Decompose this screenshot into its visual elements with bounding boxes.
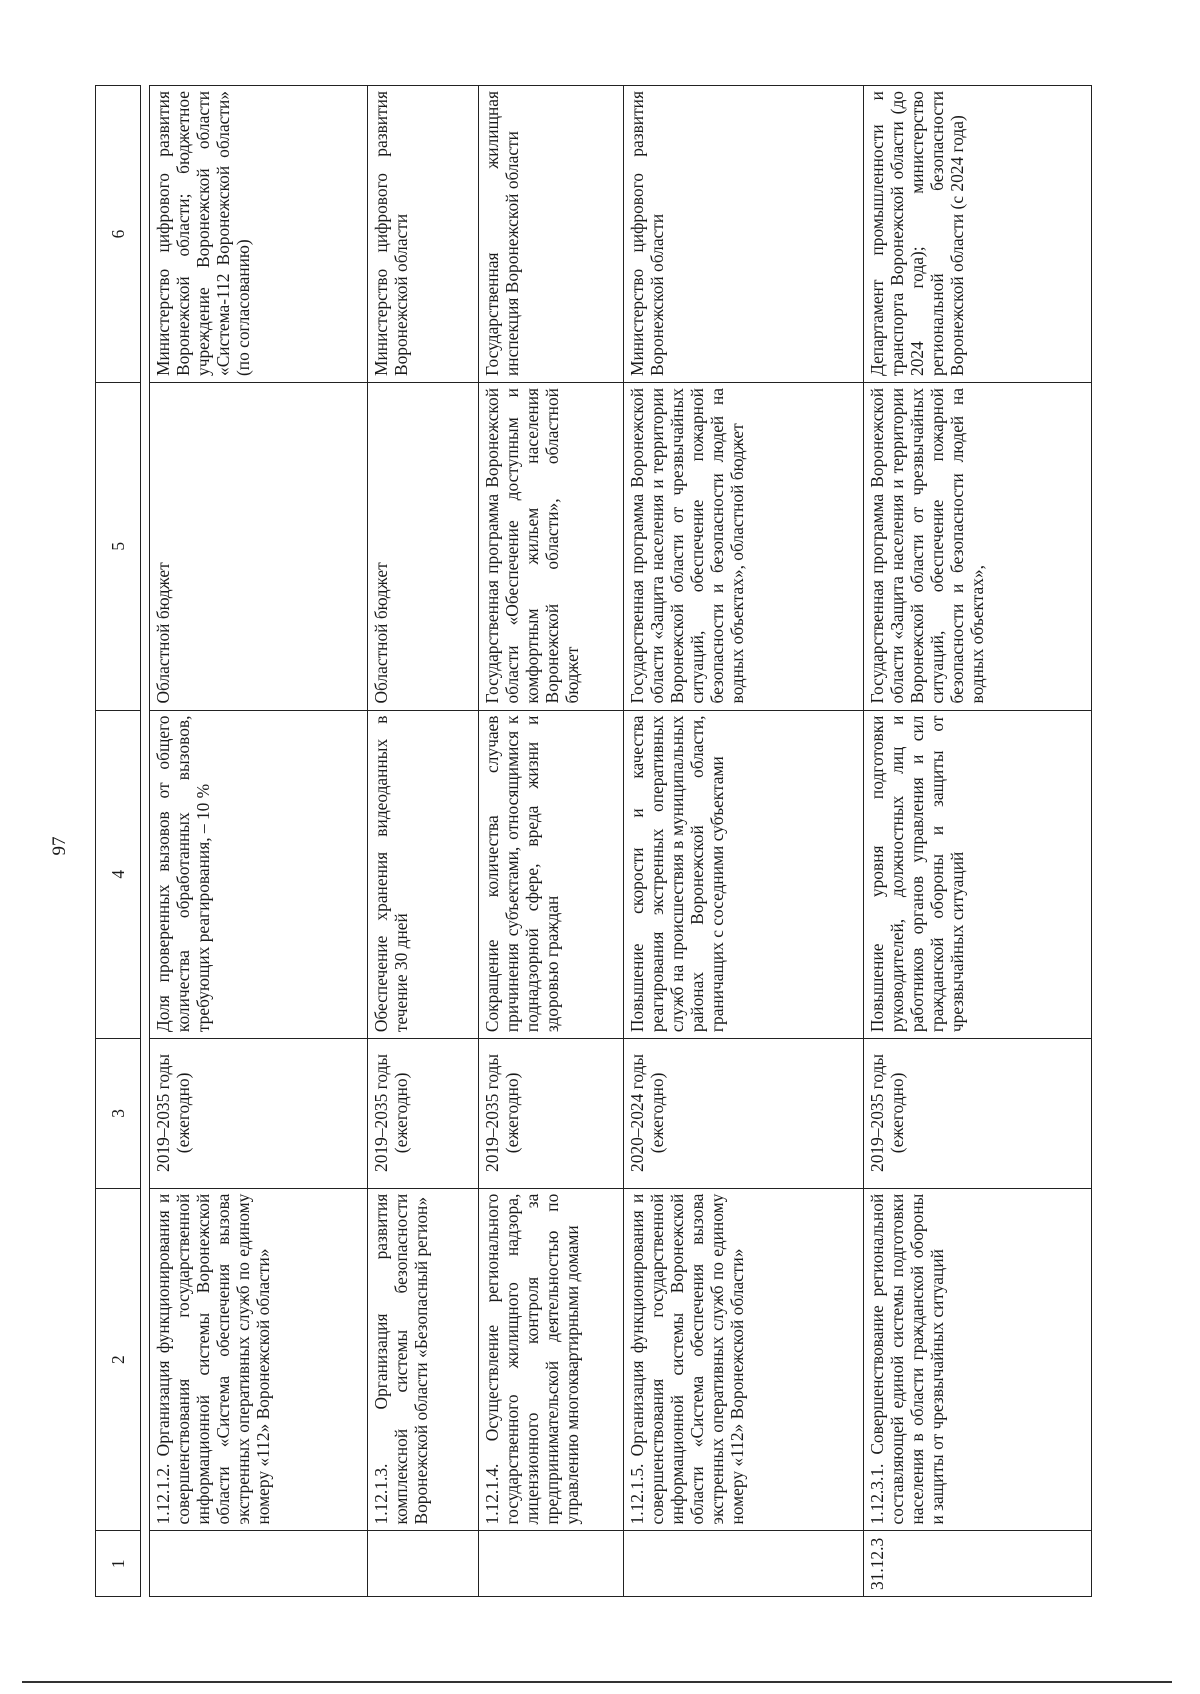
row-number-cell (150, 1531, 368, 1597)
funding-source-cell: Областной бюджет (150, 383, 368, 711)
column-header: 4 (96, 710, 141, 1039)
executor-cell: Министерство цифрового развития Воронежской области (368, 86, 479, 383)
result-cell: Доля проверенных вызовов от общего количества обработанных вызовов, требующих реагирования, – 10 % (150, 710, 368, 1039)
page-number: 97 (49, 836, 70, 856)
header-row (96, 86, 141, 1597)
result-cell: Повышение уровня подготовки руководителей, должностных лиц и работников органов управления и сил гражданской обороны и защиты от чрезвычайных ситуаций (864, 710, 1092, 1039)
measure-name-cell: 1.12.1.5. Организация функционирования и совершенствования государственной информационной системы Воронежской области «Система обеспечения вызова экстренных оперативных служб по единому номеру «112» Воронежской области» (624, 1188, 864, 1531)
row-number-cell (479, 1531, 624, 1597)
funding-source-cell: Областной бюджет (368, 383, 479, 711)
period-cell: 2020–2024 годы (ежегодно) (624, 1039, 864, 1189)
result-cell: Обеспечение хранения видеоданных в течение 30 дней (368, 710, 479, 1039)
measure-name-cell: 1.12.1.2. Организация функционирования и совершенствования государственной информационной системы Воронежской области «Система обеспечения вызова экстренных оперативных служб по единому номеру «112» Воронежской области» (150, 1188, 368, 1531)
table-row (150, 86, 368, 1597)
column-header: 3 (96, 1039, 141, 1189)
funding-source-cell: Государственная программа Воронежской области «Защита населения и территории Воронежской области от чрезвычайных ситуаций, обеспечение пожарной безопасности и безопасности людей на водных объектах», областной бюджет (624, 383, 864, 711)
row-number-cell (368, 1531, 479, 1597)
measure-name-cell: 1.12.1.4. Осуществление регионального государственного жилищного надзора, лицензионного контроля за предпринимательской деятельностью по управлению многоквартирными домами (479, 1188, 624, 1531)
column-header: 5 (96, 383, 141, 711)
executor-cell: Министерство цифрового развития Воронежской области (624, 86, 864, 383)
row-number-cell (624, 1531, 864, 1597)
executor-cell: Департамент промышленности и транспорта Воронежской области (до 2024 года); министерство региональной безопасности Воронежской области (с 2024 года) (864, 86, 1092, 383)
measures-table (95, 85, 1092, 1597)
scan-edge-line (22, 1681, 1172, 1683)
executor-cell: Министерство цифрового развития Воронежской области; бюджетное учреждение Воронежской области «Система-112 Воронежской области» (по согласованию) (150, 86, 368, 383)
rotated-table-container (95, 85, 1142, 1597)
column-header: 1 (96, 1531, 141, 1597)
funding-source-cell: Государственная программа Воронежской области «Обеспечение доступным и комфортным жильем населения Воронежской области», областной бюджет (479, 383, 624, 711)
executor-cell: Государственная жилищная инспекция Воронежской области (479, 86, 624, 383)
measure-name-cell: 1.12.1.3. Организация развития комплексной системы безопасности Воронежской области «Безопасный регион» (368, 1188, 479, 1531)
period-cell: 2019–2035 годы (ежегодно) (864, 1039, 1092, 1189)
period-cell: 2019–2035 годы (ежегодно) (368, 1039, 479, 1189)
table-row (864, 86, 1092, 1597)
result-cell: Повышение скорости и качества реагирования экстренных оперативных служб на происшествия в муниципальных районах Воронежской области, граничащих с соседними субъектами (624, 710, 864, 1039)
table-row (368, 86, 479, 1597)
column-header: 2 (96, 1188, 141, 1531)
column-header: 6 (96, 86, 141, 383)
measure-name-cell: 1.12.3.1. Совершенствование региональной составляющей единой системы подготовки населения в области гражданской обороны и защиты от чрезвычайных ситуаций (864, 1188, 1092, 1531)
table-row (479, 86, 624, 1597)
row-number-cell: 31.12.3 (864, 1531, 1092, 1597)
result-cell: Сокращение количества случаев причинения субъектами, относящимися к поднадзорной сфере, вреда жизни и здоровью граждан (479, 710, 624, 1039)
funding-source-cell: Государственная программа Воронежской области «Защита населения и территории Воронежской области от чрезвычайных ситуаций, обеспечение пожарной безопасности и безопасности людей на водных объектах», (864, 383, 1092, 711)
header-spacer (141, 86, 150, 1597)
period-cell: 2019–2035 годы (ежегодно) (150, 1039, 368, 1189)
period-cell: 2019–2035 годы (ежегодно) (479, 1039, 624, 1189)
table-row (624, 86, 864, 1597)
